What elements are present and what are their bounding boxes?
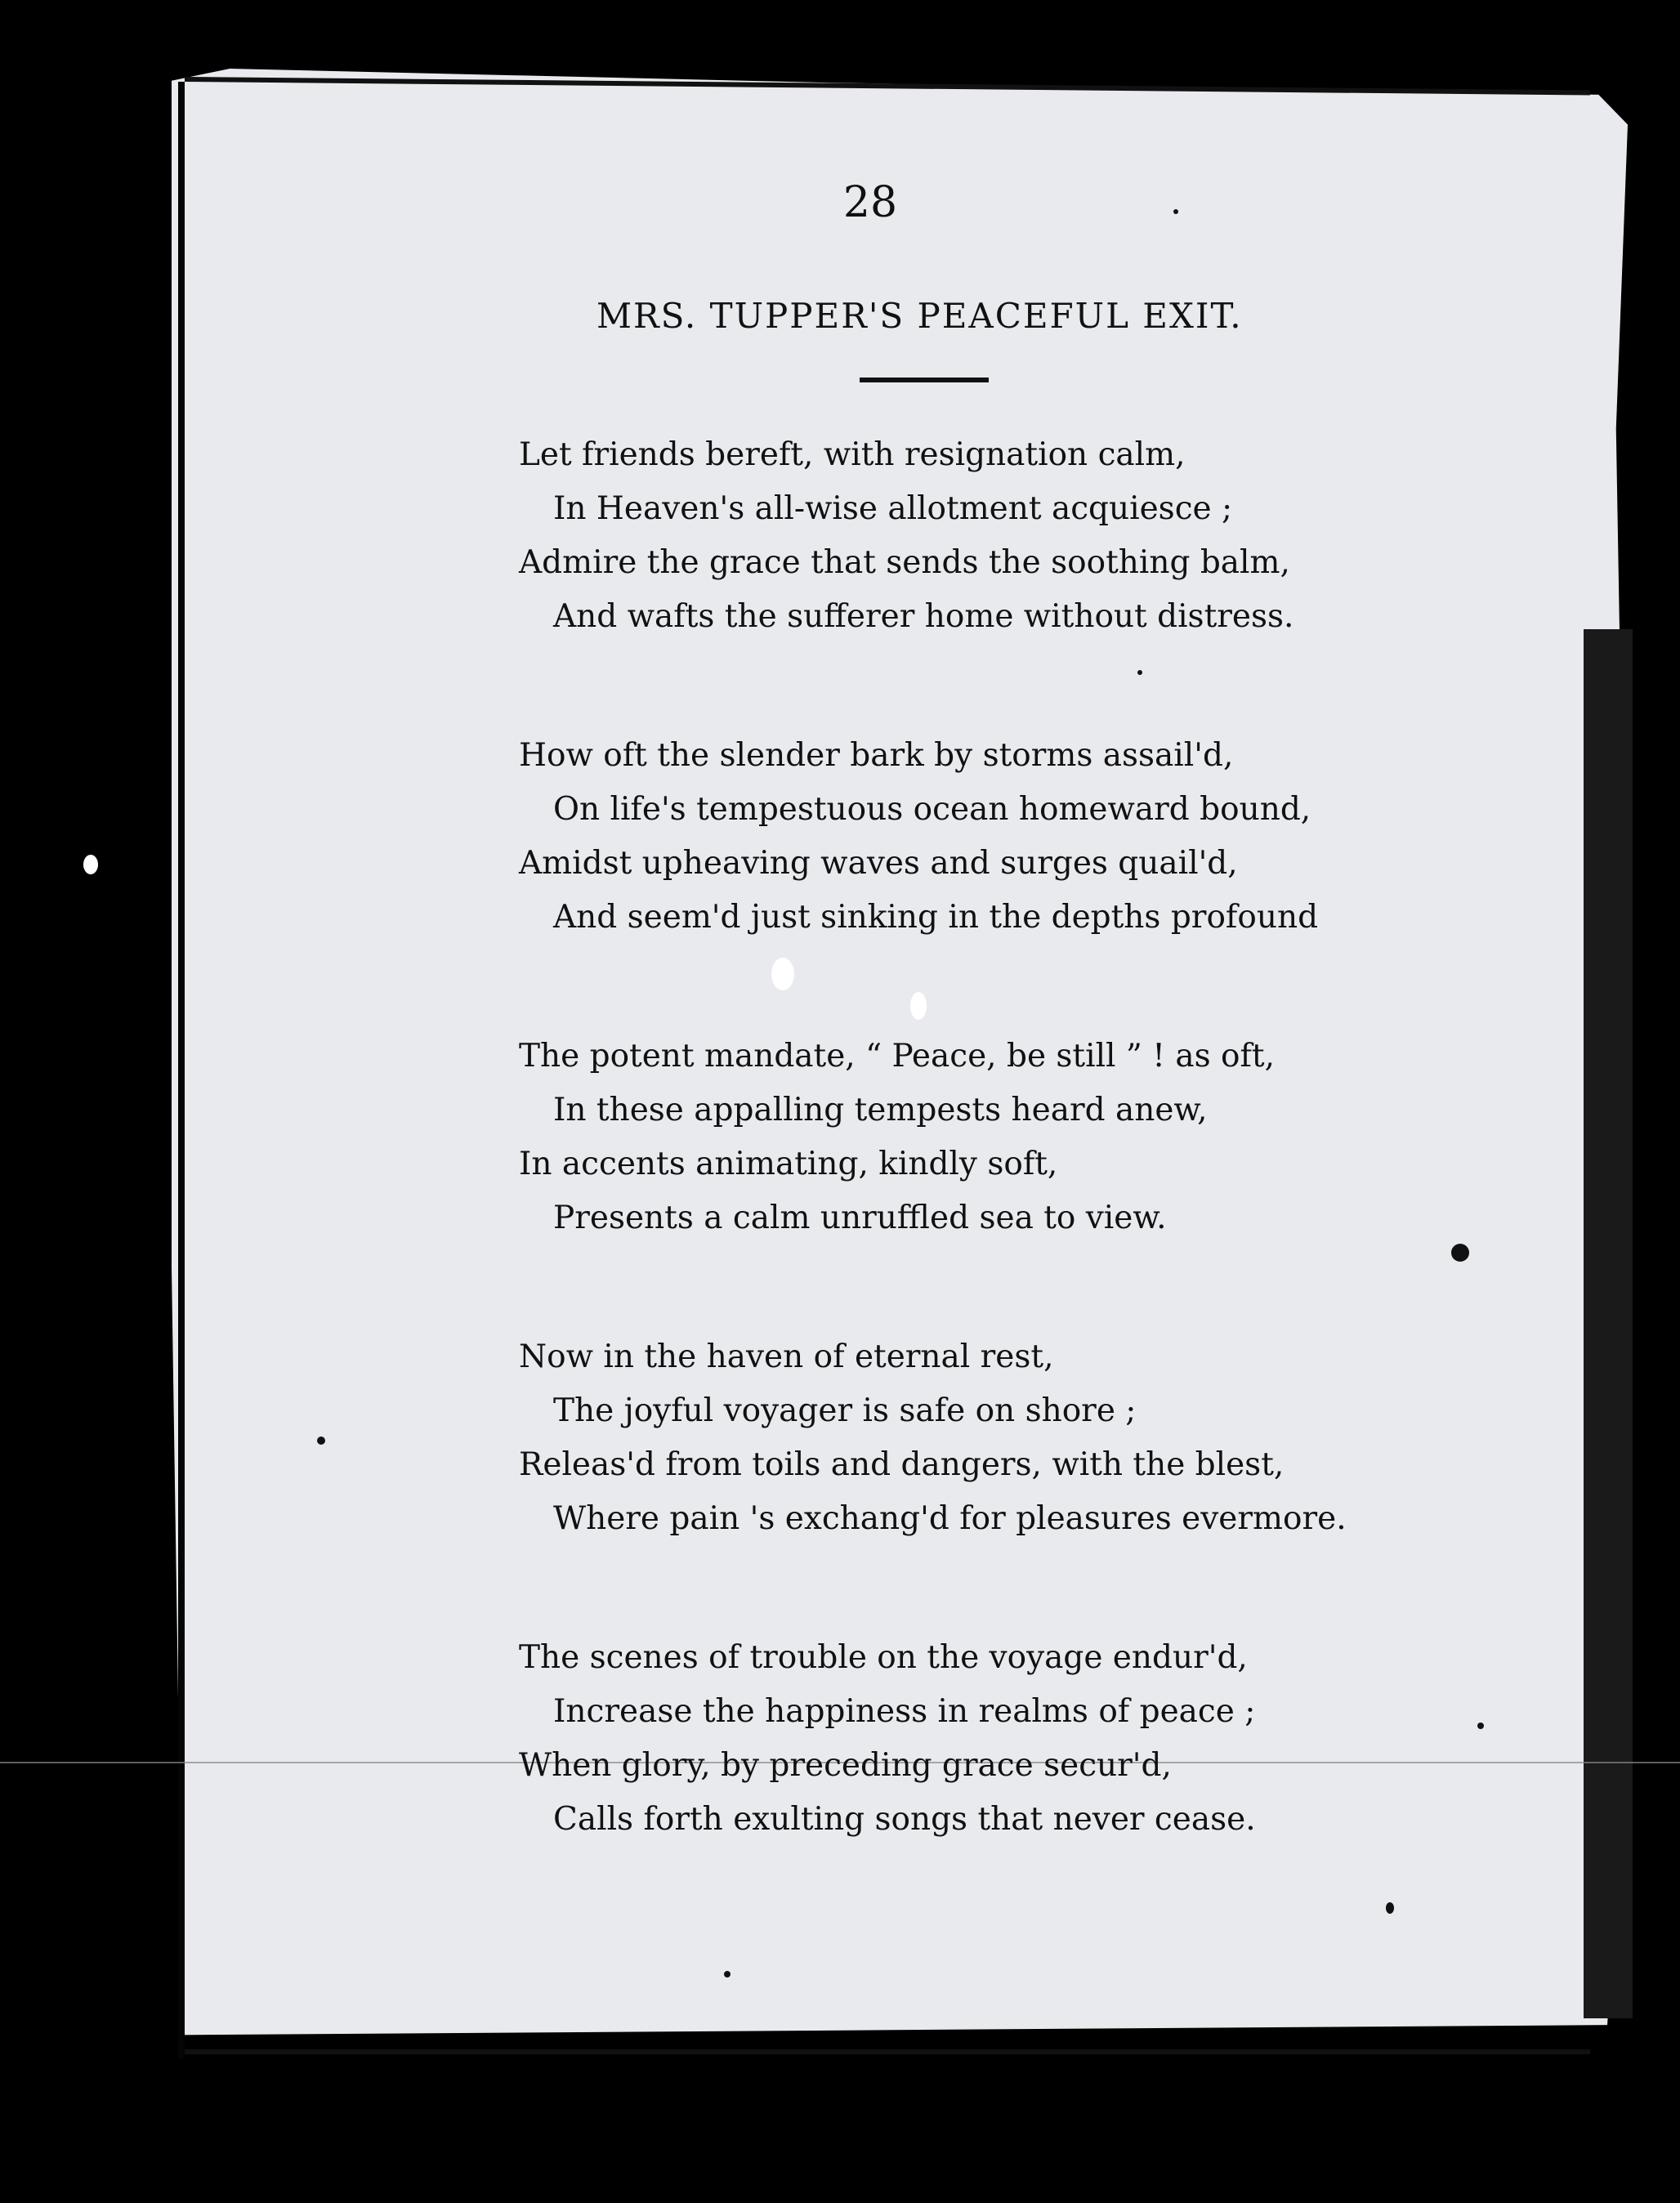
poem-title: MRS. TUPPER'S PEACEFUL EXIT.	[596, 296, 1243, 336]
stanza-1	[519, 428, 1467, 644]
poem-line: In these appalling tempests heard anew,	[553, 1092, 1208, 1128]
poem-line: In accents animating, kindly soft,	[519, 1146, 1058, 1182]
poem-line: On life's tempestuous ocean homeward bound,	[553, 791, 1311, 828]
poem-line: Where pain 's exchang'd for pleasures evermore.	[553, 1500, 1347, 1537]
page-edge-bottom	[185, 2049, 1590, 2054]
poem-line: The scenes of trouble on the voyage endur'd,	[519, 1639, 1248, 1676]
poem-line: In Heaven's all-wise allotment acquiesce ;	[553, 490, 1233, 527]
scan-speck	[317, 1437, 325, 1445]
poem-line: Now in the haven of eternal rest,	[519, 1338, 1054, 1375]
page-number: 28	[842, 178, 898, 227]
poem-line: Amidst upheaving waves and surges quail'd,	[519, 845, 1238, 882]
scan-speck	[1451, 1244, 1469, 1262]
stanza-5	[519, 1631, 1467, 1847]
poem-line: The joyful voyager is safe on shore ;	[553, 1392, 1137, 1429]
poem-line: And seem'd just sinking in the depths profound	[553, 899, 1319, 936]
poem-line: Calls forth exulting songs that never cease.	[553, 1801, 1256, 1838]
stanza-3	[519, 1030, 1467, 1245]
stanza-2	[519, 729, 1467, 945]
poem-line: And wafts the sufferer home without distress.	[553, 598, 1294, 635]
scan-speck	[1477, 1723, 1484, 1729]
scan-speck	[910, 992, 927, 1020]
scan-speck	[724, 1971, 731, 1977]
poem-line: Admire the grace that sends the soothing balm,	[519, 544, 1290, 581]
scan-speck	[1173, 209, 1178, 214]
poem-body	[519, 428, 1467, 1932]
scan-speck	[1386, 1902, 1394, 1914]
title-rule	[860, 378, 989, 382]
poem-line: When glory, by preceding grace secur'd,	[519, 1747, 1172, 1784]
poem-line: How oft the slender bark by storms assail'd,	[519, 737, 1234, 774]
scan-speck	[1137, 670, 1142, 675]
poem-line: Let friends bereft, with resignation calm,	[519, 436, 1186, 473]
stanza-4	[519, 1330, 1467, 1546]
scan-speck	[771, 958, 794, 990]
poem-line: Releas'd from toils and dangers, with the blest,	[519, 1446, 1285, 1483]
scan-speck	[83, 855, 98, 874]
poem-line: Presents a calm unruffled sea to view.	[553, 1200, 1167, 1236]
binding-shadow	[1584, 629, 1633, 2018]
poem-line: The potent mandate, “ Peace, be still ” ! as oft,	[519, 1038, 1275, 1075]
poem-line: Increase the happiness in realms of peace ;	[553, 1693, 1256, 1730]
